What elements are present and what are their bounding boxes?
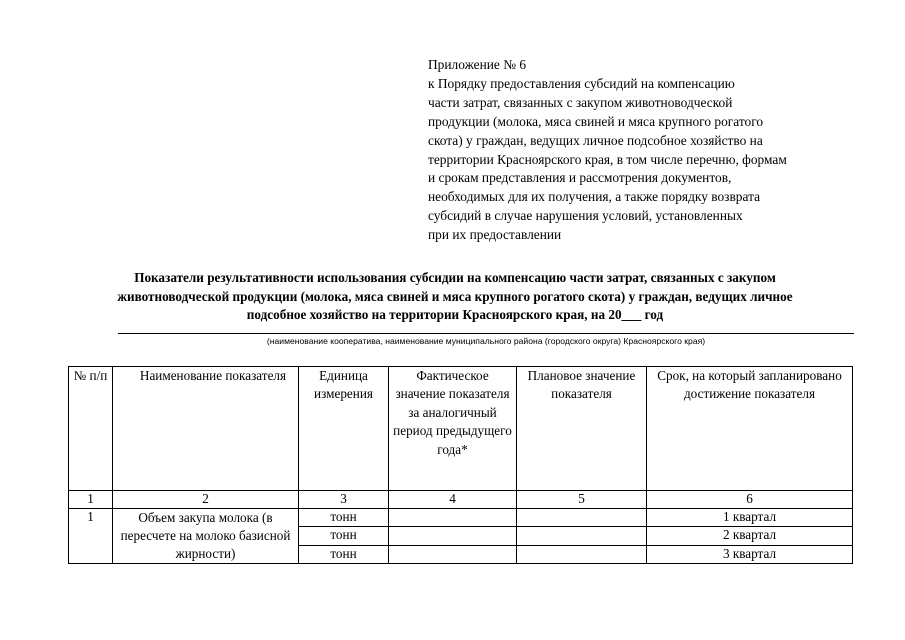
column-number: 2 — [113, 491, 299, 509]
actual-value-cell[interactable] — [389, 527, 517, 545]
appendix-line: и срокам представления и рассмотрения документов, — [428, 170, 732, 186]
indicator-name: Объем закупа молока (в пересчете на молоко базисной жирности) — [113, 509, 299, 564]
appendix-line: субсидий в случае нарушения условий, установленных — [428, 208, 743, 224]
appendix-block — [428, 56, 868, 245]
column-number: 5 — [517, 491, 647, 509]
fill-in-caption: (наименование кооператива, наименование муниципального района (городского округа) Красноярского края) — [266, 336, 706, 346]
unit-cell: тонн — [299, 509, 389, 527]
header-deadline: Срок, на который запланировано достижение показателя — [647, 367, 853, 491]
title-line: подсобное хозяйство на территории Красноярского края, на 20___ год — [246, 307, 664, 322]
header-row — [69, 367, 853, 491]
appendix-line: Приложение № 6 — [428, 57, 527, 72]
table-row — [69, 509, 853, 527]
header-indicator: Наименование показателя — [113, 367, 299, 491]
appendix-line: территории Красноярского края, в том числе перечню, формам — [428, 151, 787, 167]
actual-value-cell[interactable] — [389, 509, 517, 527]
header-number: № п/п — [69, 367, 113, 491]
period-cell: 1 квартал — [647, 509, 853, 527]
appendix-line: скота) у граждан, ведущих личное подсобное хозяйство на — [428, 132, 763, 148]
actual-value-cell[interactable] — [389, 545, 517, 563]
indicators-table — [68, 366, 853, 564]
column-number: 1 — [69, 491, 113, 509]
planned-value-cell[interactable] — [517, 527, 647, 545]
unit-cell: тонн — [299, 545, 389, 563]
row-number: 1 — [69, 509, 113, 564]
period-cell: 2 квартал — [647, 527, 853, 545]
appendix-line: необходимых для их получения, а также порядку возврата — [428, 189, 761, 205]
period-cell: 3 квартал — [647, 545, 853, 563]
planned-value-cell[interactable] — [517, 545, 647, 563]
appendix-line: части затрат, связанных с закупом животноводческой — [428, 94, 733, 110]
planned-value-cell[interactable] — [517, 509, 647, 527]
title-line: Показатели результативности использования субсидии на компенсацию части затрат, связанных с закупом — [134, 270, 776, 285]
column-number: 6 — [647, 491, 853, 509]
appendix-line: к Порядку предоставления субсидий на компенсацию — [428, 75, 735, 91]
header-unit: Единица измерения — [299, 367, 389, 491]
header-actual: Фактическое значение показателя за аналогичный период предыдущего года* — [389, 367, 517, 491]
appendix-line: продукции (молока, мяса свиней и мяса крупного рогатого — [428, 113, 764, 129]
title-line: животноводческой продукции (молока, мяса свиней и мяса крупного рогатого скота) у граждан, ведущих личное — [117, 288, 793, 304]
document-title — [40, 269, 870, 325]
header-planned: Плановое значение показателя — [517, 367, 647, 491]
fill-in-line[interactable] — [118, 333, 854, 334]
column-number: 4 — [389, 491, 517, 509]
unit-cell: тонн — [299, 527, 389, 545]
column-number: 3 — [299, 491, 389, 509]
appendix-line: при их предоставлении — [428, 227, 562, 243]
column-number-row — [69, 491, 853, 509]
